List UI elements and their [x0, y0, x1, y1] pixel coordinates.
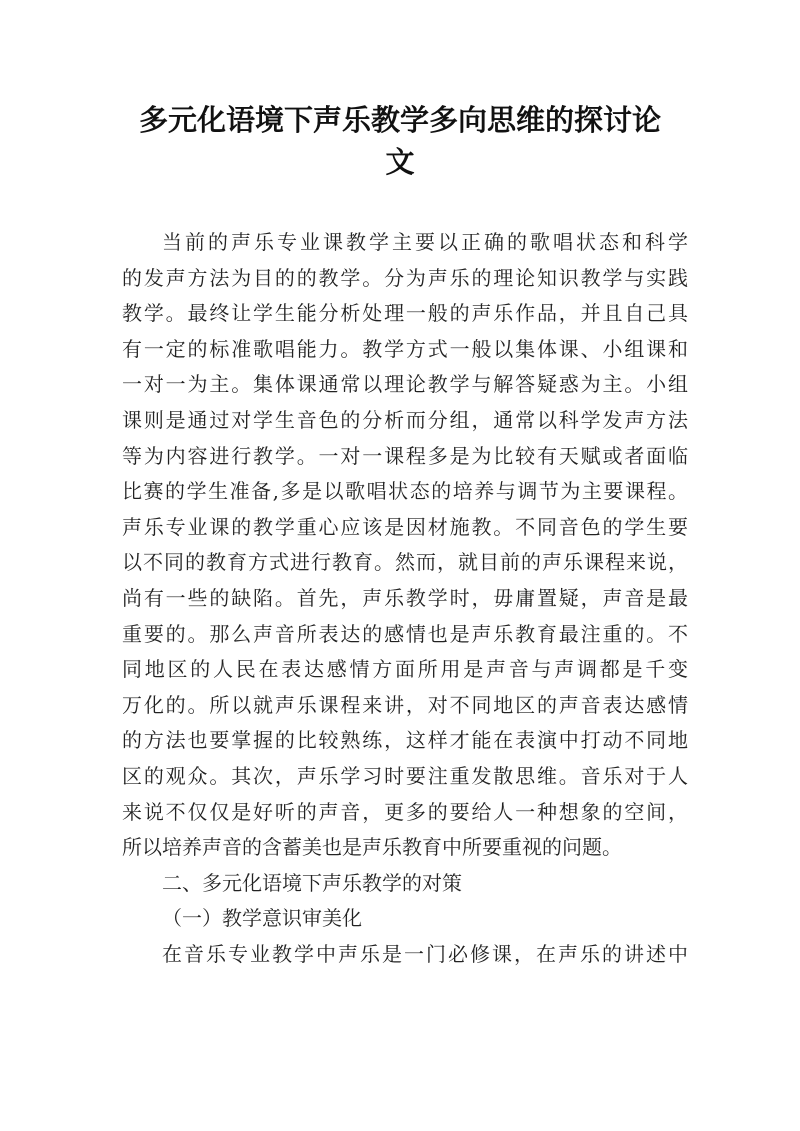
paragraph-line: 以不同的教育方式进行教育。然而，就目前的声乐课程来说， — [122, 550, 688, 575]
document-title-line-2: 文 — [385, 145, 415, 179]
document-body — [122, 225, 688, 972]
paragraph-line: 课则是通过对学生音色的分析而分组，通常以科学发声方法 — [122, 407, 688, 432]
subsection-heading: （一）教学意识审美化 — [162, 906, 362, 931]
paragraph-line: 声乐专业课的教学重心应该是因材施教。不同音色的学生要 — [122, 514, 688, 539]
paragraph-line: 区的观众。其次，声乐学习时要注重发散思维。音乐对于人 — [122, 763, 688, 788]
paragraph-line: 比赛的学生准备,多是以歌唱状态的培养与调节为主要课程。 — [122, 479, 688, 504]
paragraph-line: 的发声方法为目的的教学。分为声乐的理论知识教学与实践 — [122, 265, 688, 290]
section-heading: 二、多元化语境下声乐教学的对策 — [162, 870, 462, 895]
paragraph-line: 万化的。所以就声乐课程来讲，对不同地区的声音表达感情 — [122, 692, 688, 717]
paragraph-line: 教学。最终让学生能分析处理一般的声乐作品，并且自己具 — [122, 301, 688, 326]
paragraph-line: 重要的。那么声音所表达的感情也是声乐教育最注重的。不 — [122, 621, 688, 646]
paragraph-line: 当前的声乐专业课教学主要以正确的歌唱状态和科学 — [162, 230, 688, 254]
paragraph-line: 同地区的人民在表达感情方面所用是声音与声调都是千变 — [122, 657, 688, 682]
document-title-line-1: 多元化语境下声乐教学多向思维的探讨论 — [138, 103, 661, 137]
paragraph-line: 的方法也要掌握的比较熟练，这样才能在表演中打动不同地 — [122, 728, 688, 753]
paragraph-line: 所以培养声音的含蓄美也是声乐教育中所要重视的问题。 — [122, 835, 622, 860]
paragraph-line: 尚有一些的缺陷。首先，声乐教学时，毋庸置疑，声音是最 — [122, 585, 688, 610]
paragraph-line: 来说不仅仅是好听的声音，更多的要给人一种想象的空间， — [122, 799, 688, 824]
paragraph-line: 有一定的标准歌唱能力。教学方式一般以集体课、小组课和 — [122, 336, 688, 361]
paragraph-line: 在音乐专业教学中声乐是一门必修课，在声乐的讲述中 — [162, 941, 688, 966]
paragraph-line: 一对一为主。集体课通常以理论教学与解答疑惑为主。小组 — [122, 372, 688, 397]
paragraph-line: 等为内容进行教学。一对一课程多是为比较有天赋或者面临 — [122, 443, 688, 468]
